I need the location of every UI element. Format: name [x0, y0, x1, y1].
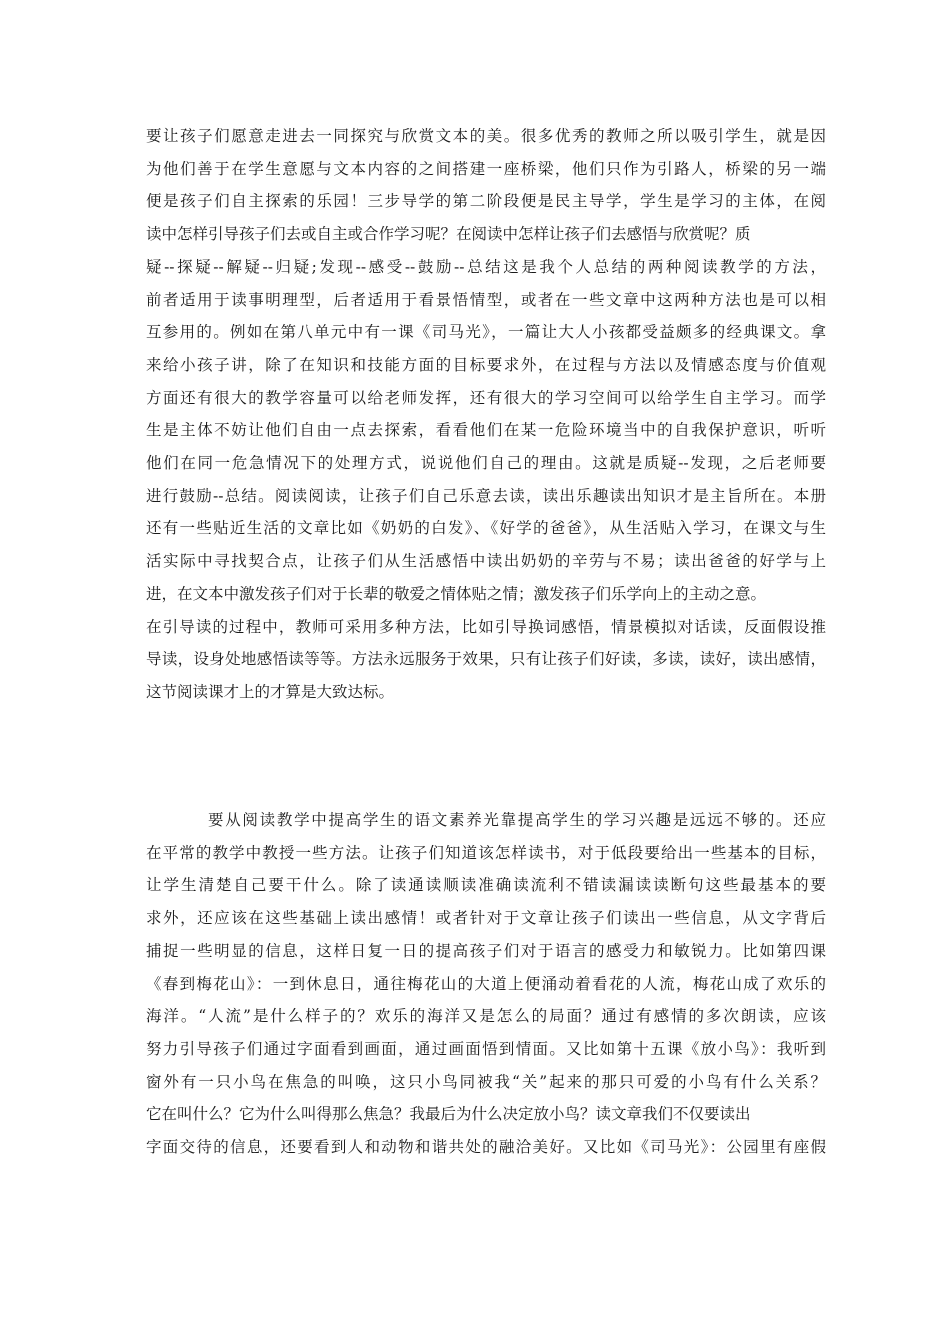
text-line: 活实际中寻找契合点，让孩子们从生活感悟中读出奶奶的辛劳与不易；读出爸爸的好学与上: [146, 552, 826, 571]
text-line: 让学生清楚自己要干什么。除了读通读顺读准确读流利不错读漏读读断句这些最基本的要: [146, 876, 826, 895]
text-line: 为他们善于在学生意愿与文本内容的之间搭建一座桥梁，他们只作为引路人，桥梁的另一端: [146, 159, 826, 178]
text-line: 在平常的教学中教授一些方法。让孩子们知道该怎样读书，对于低段要给出一些基本的目标，: [146, 843, 826, 862]
text-line: 便是孩子们自主探索的乐园！三步导学的第二阶段便是民主导学，学生是学习的主体，在阅: [146, 192, 826, 211]
text-line: 要让孩子们愿意走进去一同探究与欣赏文本的美。很多优秀的教师之所以吸引学生，就是因: [146, 127, 826, 145]
text-line: 互参用的。例如在第八单元中有一课《司马光》，一篇让大人小孩都受益颇多的经典课文。拿: [146, 323, 826, 342]
text-line: 进，在文本中激发孩子们对于长辈的敬爱之情体贴之情；激发孩子们乐学向上的主动之意。: [146, 584, 767, 603]
text-line: 进行鼓励--总结。阅读阅读，让孩子们自己乐意去读，读出乐趣读出知识才是主旨所在。本册: [146, 486, 826, 505]
text-line: 窗外有一只小鸟在焦急的叫唤，这只小鸟同被我“关”起来的那只可爱的小鸟有什么关系？: [146, 1072, 826, 1091]
text-line: 要从阅读教学中提高学生的语文素养光靠提高学生的学习兴趣是远远不够的。还应: [208, 811, 826, 829]
text-line: 这节阅读课才上的才算是大致达标。: [146, 682, 395, 701]
text-line: 努力引导孩子们通过字面看到画面，通过画面悟到情面。又比如第十五课《放小鸟》：我听到: [146, 1039, 826, 1058]
text-line: 海洋。“人流”是什么样子的？欢乐的海洋又是怎么的局面？通过有感情的多次朗读，应该: [146, 1007, 826, 1026]
text-line: 《春到梅花山》：一到休息日，通往梅花山的大道上便涌动着看花的人流，梅花山成了欢乐的: [146, 974, 826, 993]
paragraph-2: [146, 804, 826, 1164]
text-line: 来给小孩子讲，除了在知识和技能方面的目标要求外，在过程与方法以及情感态度与价值观: [146, 355, 826, 374]
text-line: 方面还有很大的教学容量可以给老师发挥，还有很大的学习空间可以给学生自主学习。而学: [146, 388, 826, 407]
text-line: 求外，还应该在这些基础上读出感情！或者针对于文章让孩子们读出一些信息，从文字背后: [146, 909, 826, 928]
text-line: 它在叫什么？它为什么叫得那么焦急？我最后为什么决定放小鸟？读文章我们不仅要读出: [146, 1105, 751, 1124]
text-line: 前者适用于读事明理型，后者适用于看景悟情型，或者在一些文章中这两种方法也是可以相: [146, 290, 826, 309]
text-line: 他们在同一危急情况下的处理方式，说说他们自己的理由。这就是质疑--发现，之后老师要: [146, 454, 826, 473]
paragraph-1: [146, 120, 826, 709]
text-line: 生是主体不妨让他们自由一点去探索，看看他们在某一危险环境当中的自我保护意识，听听: [146, 421, 826, 440]
text-line: 捕捉一些明显的信息，这样日复一日的提高孩子们对于语言的感受力和敏锐力。比如第四课: [146, 941, 826, 960]
text-line: 导读，设身处地感悟读等等。方法永远服务于效果，只有让孩子们好读，多读，读好，读出感情，: [146, 650, 826, 669]
text-line: 读中怎样引导孩子们去或自主或合作学习呢？在阅读中怎样让孩子们去感悟与欣赏呢？质: [146, 225, 751, 244]
text-line: 在引导读的过程中，教师可采用多种方法，比如引导换词感悟，情景模拟对话读，反面假设推: [146, 617, 826, 636]
text-line: 还有一些贴近生活的文章比如《奶奶的白发》、《好学的爸爸》，从生活贴入学习，在课文与生: [146, 519, 826, 538]
text-line: 字面交待的信息，还要看到人和动物和谐共处的融洽美好。又比如《司马光》：公园里有座假: [146, 1138, 826, 1157]
text-line: 疑--探疑--解疑--归疑;发现--感受--鼓励--总结这是我个人总结的两种阅读教学的方法，: [146, 257, 826, 276]
